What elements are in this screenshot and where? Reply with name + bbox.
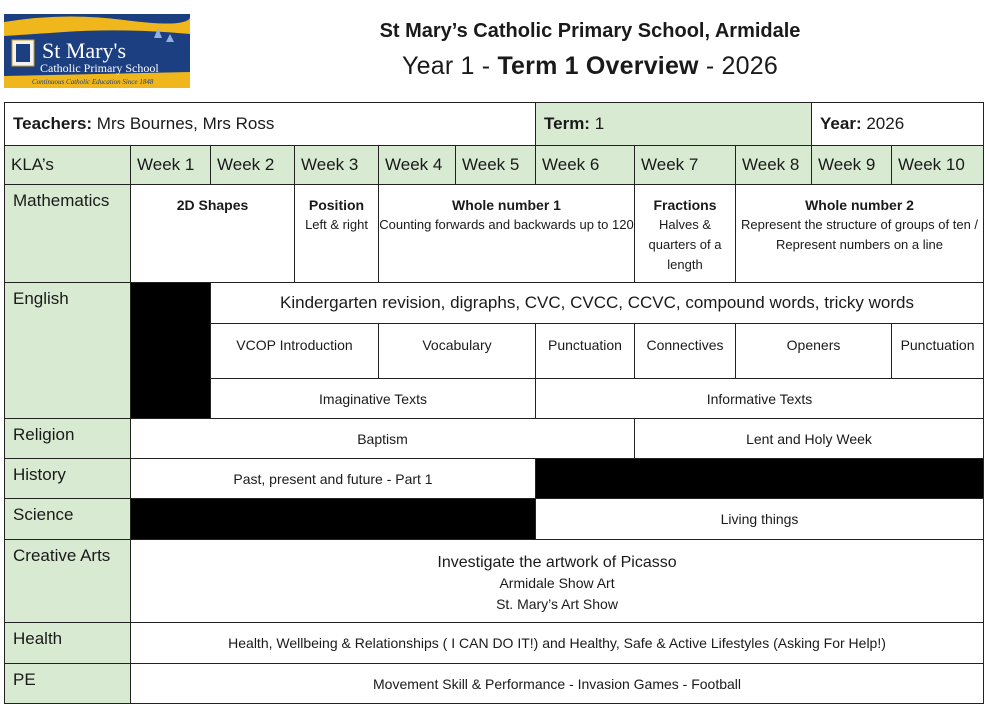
maths-whole-number-2 [736, 185, 984, 283]
overview-table [4, 102, 984, 704]
blackout-cell [131, 283, 211, 419]
school-logo [4, 14, 190, 88]
kla-header: KLA’s [5, 146, 131, 185]
week-header: Week 4 [379, 146, 456, 185]
topic-desc: Halves & quarters of a length [648, 217, 722, 272]
blackout-cell [536, 459, 984, 499]
arts-content [131, 540, 984, 623]
kla-history: History [5, 459, 131, 499]
kla-science: Science [5, 499, 131, 540]
kla-religion: Religion [5, 419, 131, 459]
logo-motto: Continuous Catholic Education Since 1848 [32, 78, 154, 86]
maths-fractions [635, 185, 736, 283]
arts-line: Armidale Show Art [499, 575, 615, 591]
english-punctuation: Punctuation [536, 324, 635, 379]
term-value: 1 [589, 114, 605, 133]
week-header: Week 6 [536, 146, 635, 185]
kla-pe: PE [5, 664, 131, 704]
week-header: Week 5 [456, 146, 536, 185]
week-header: Week 1 [131, 146, 211, 185]
english-vocabulary: Vocabulary [379, 324, 536, 379]
title-year: - 2026 [698, 52, 778, 80]
science-living-things: Living things [536, 499, 984, 540]
week-header: Week 9 [812, 146, 892, 185]
history-past-present: Past, present and future - Part 1 [131, 459, 536, 499]
maths-whole-number-1 [379, 185, 635, 283]
blackout-cell [131, 499, 536, 540]
title-bold: Term 1 Overview [497, 52, 699, 80]
health-content: Health, Wellbeing & Relationships ( I CAN DO IT!) and Healthy, Safe & Active Lifestyles (Asking For Help!) [131, 623, 984, 664]
week-header: Week 7 [635, 146, 736, 185]
english-imaginative-texts: Imaginative Texts [211, 379, 536, 419]
topic-title: Fractions [653, 197, 717, 213]
teachers-value: Mrs Bournes, Mrs Ross [92, 114, 275, 133]
english-informative-texts: Informative Texts [536, 379, 984, 419]
term-cell [536, 103, 812, 146]
year-cell [812, 103, 984, 146]
year-label: Year: [820, 114, 862, 133]
logo-subtitle: Catholic Primary School [40, 61, 159, 75]
topic-title: Whole number 1 [452, 197, 561, 213]
topic-title: Position [308, 197, 365, 213]
topic-desc: Represent the structure of groups of ten / Represent numbers on a line [741, 217, 979, 252]
kla-mathematics: Mathematics [5, 185, 131, 283]
topic-desc: Left & right [305, 217, 368, 232]
page-title [180, 52, 985, 81]
week-header: Week 3 [295, 146, 379, 185]
religion-lent: Lent and Holy Week [635, 419, 984, 459]
maths-position [295, 185, 379, 283]
arts-line: St. Mary’s Art Show [496, 596, 618, 612]
topic-title: 2D Shapes [176, 197, 249, 213]
logo-wordmark: St Mary's [42, 38, 127, 63]
english-punctuation: Punctuation [892, 324, 984, 379]
english-vcop: VCOP Introduction [211, 324, 379, 379]
kla-creative-arts: Creative Arts [5, 540, 131, 623]
week-header: Week 2 [211, 146, 295, 185]
religion-baptism: Baptism [131, 419, 635, 459]
year-value: 2026 [861, 114, 905, 133]
arts-line: Investigate the artwork of Picasso [437, 554, 677, 571]
english-connectives: Connectives [635, 324, 736, 379]
english-revision: Kindergarten revision, digraphs, CVC, CVCC, CCVC, compound words, tricky words [211, 283, 984, 324]
week-header: Week 8 [736, 146, 812, 185]
week-header: Week 10 [892, 146, 984, 185]
topic-desc: Counting forwards and backwards up to 120 [379, 217, 634, 232]
teachers-label: Teachers: [13, 114, 93, 133]
school-name: St Mary’s Catholic Primary School, Armidale [379, 20, 801, 42]
topic-title: Whole number 2 [805, 197, 914, 213]
teachers-cell [5, 103, 536, 146]
pe-content: Movement Skill & Performance - Invasion Games - Football [131, 664, 984, 704]
term-label: Term: [544, 114, 590, 133]
english-openers: Openers [736, 324, 892, 379]
kla-english: English [5, 283, 131, 419]
maths-2d-shapes [131, 185, 295, 283]
title-prefix: Year 1 - [402, 52, 498, 80]
kla-health: Health [5, 623, 131, 664]
